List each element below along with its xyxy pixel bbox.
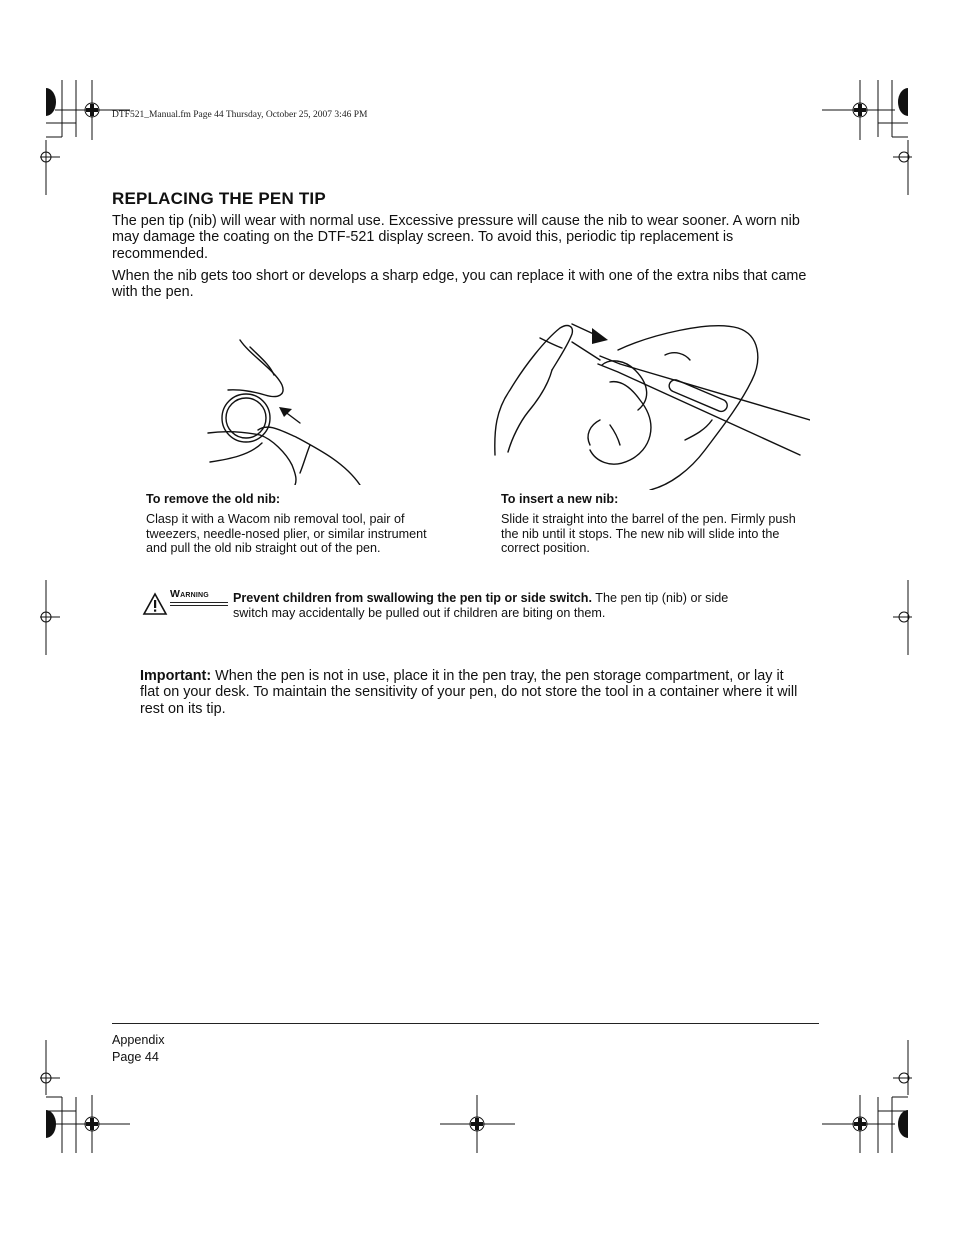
remove-nib-caption-title: To remove the old nib: — [146, 492, 281, 506]
footer-page-number: Page 44 — [112, 1050, 159, 1064]
warning-underline — [170, 602, 228, 603]
important-note — [140, 668, 800, 717]
warning-text — [233, 591, 743, 621]
footer-section: Appendix — [112, 1033, 165, 1047]
warning-underline-2 — [170, 605, 228, 606]
warning-body-text: The pen tip (nib) or side switch may accidentally be pulled out if children are biting on them. — [233, 591, 729, 620]
footer-divider — [112, 1023, 819, 1024]
warning-bold-text: Prevent children from swallowing the pen tip or side switch. — [233, 591, 592, 605]
remove-nib-illustration — [200, 335, 370, 485]
file-header: DTF521_Manual.fm Page 44 Thursday, October 25, 2007 3:46 PM — [112, 110, 368, 120]
insert-nib-illustration — [490, 320, 810, 490]
section-heading: REPLACING THE PEN TIP — [112, 189, 326, 208]
warning-icon — [142, 592, 168, 616]
warning-label: Warning — [170, 588, 209, 600]
insert-nib-caption-body: Slide it straight into the barrel of the pen. Firmly push the nib until it stops. The new nib will slide into the correct position. — [501, 512, 796, 556]
important-text: When the pen is not in use, place it in the pen tray, the pen storage compartment, or lay it flat on your desk. To maintain the sensitivity of your pen, do not store the tool in a container where it will rest on its tip. — [140, 668, 798, 717]
insert-nib-caption-title: To insert a new nib: — [501, 492, 619, 506]
remove-nib-caption-body: Clasp it with a Wacom nib removal tool, pair of tweezers, needle-nosed plier, or similar instrument and pull the old nib straight out of the pen. — [146, 512, 427, 556]
intro-paragraph: The pen tip (nib) will wear with normal use. Excessive pressure will cause the nib to wear sooner. A worn nib may damage the coating on the DTF-521 display screen. To avoid this, periodic tip replacement is recommended. — [112, 213, 800, 262]
important-label: Important: — [140, 668, 212, 684]
replace-paragraph: When the nib gets too short or develops a sharp edge, you can replace it with one of the extra nibs that came with the pen. — [112, 268, 807, 301]
